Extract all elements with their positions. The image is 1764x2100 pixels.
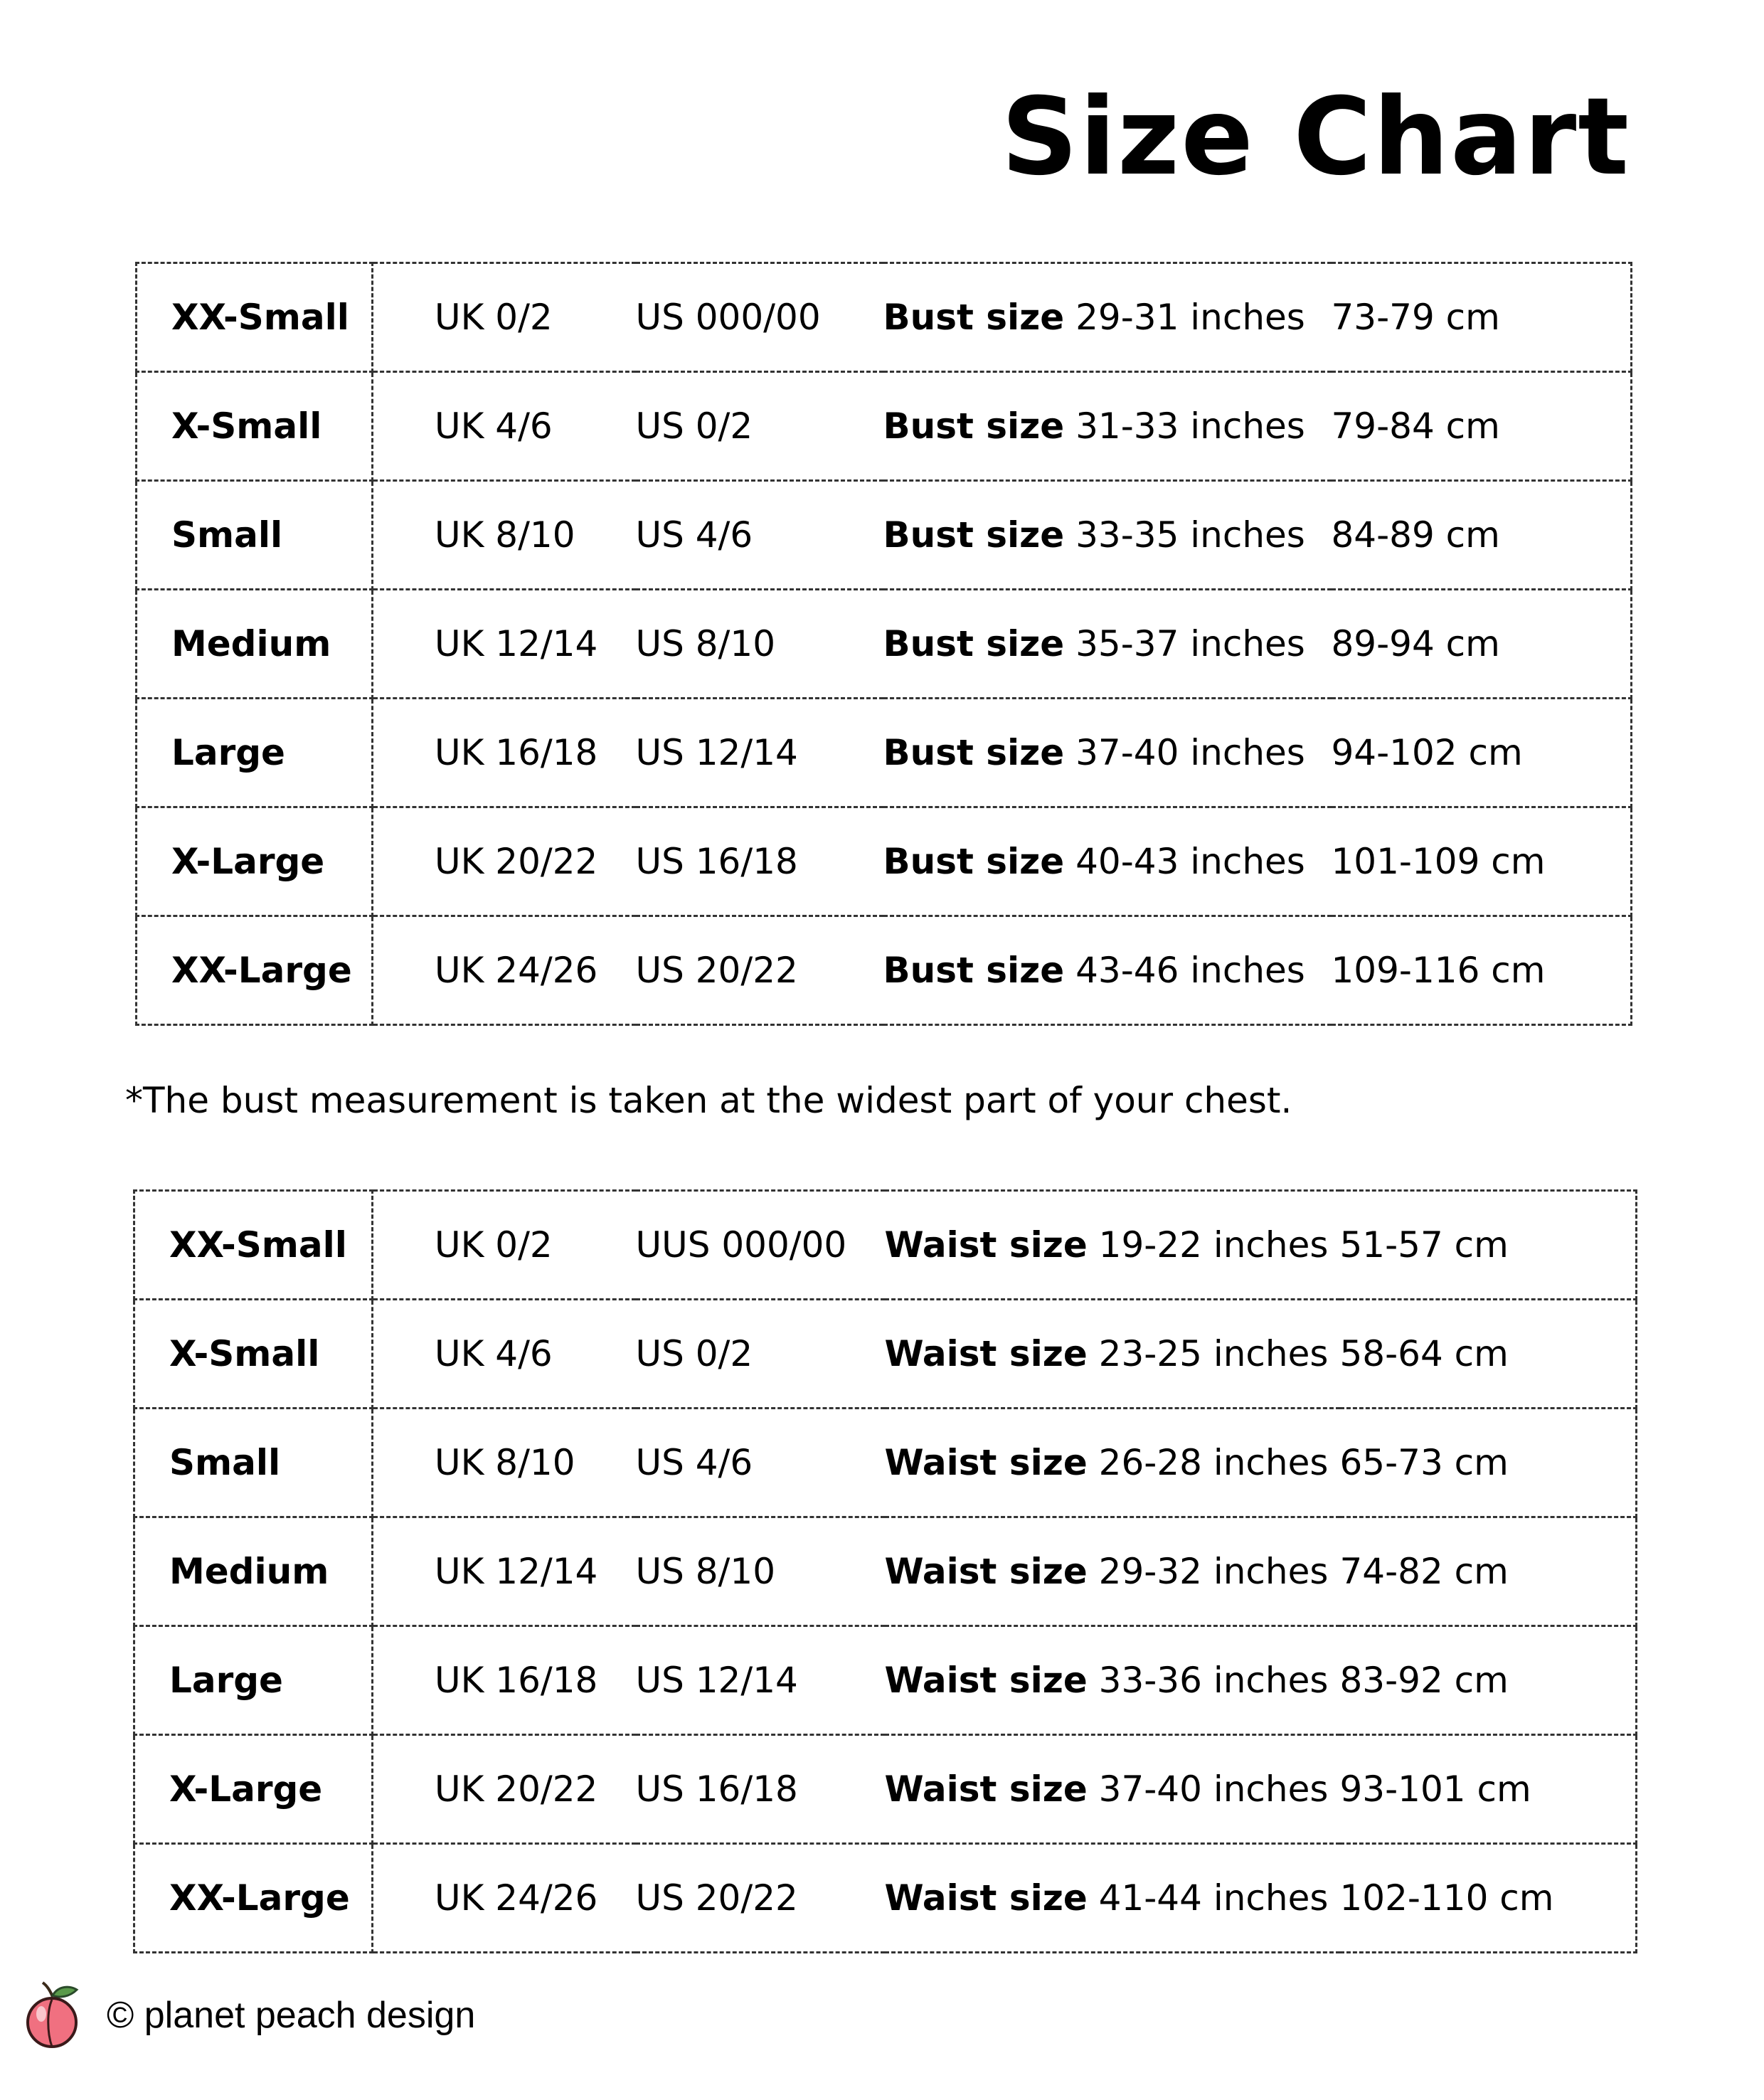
uk-size: UK 20/22 [373, 807, 636, 916]
measure-inches [885, 1517, 1340, 1626]
bust-measurement-note: *The bust measurement is taken at the widest part of your chest. [125, 1080, 1292, 1121]
us-size: US 8/10 [636, 1517, 885, 1626]
uk-size: UK 12/14 [373, 1517, 636, 1626]
us-size: US 4/6 [636, 1409, 885, 1517]
size-name: Large [137, 699, 373, 807]
size-name: Small [137, 481, 373, 590]
measure-inches [885, 1409, 1340, 1517]
measure-inches [883, 807, 1332, 916]
size-name: Medium [137, 590, 373, 699]
measure-label: Waist size [884, 1442, 1088, 1483]
measure-label: Waist size [884, 1660, 1088, 1701]
peach-icon [21, 1981, 83, 2049]
measure-cm: 94-102 cm [1332, 699, 1632, 807]
uk-size: UK 16/18 [373, 699, 636, 807]
measure-inches [883, 481, 1332, 590]
size-name: X-Large [137, 807, 373, 916]
bust-table-row [137, 372, 1632, 481]
measure-inches [883, 916, 1332, 1025]
size-name: X-Small [134, 1300, 373, 1409]
us-size: US 20/22 [636, 916, 883, 1025]
measure-cm: 79-84 cm [1332, 372, 1632, 481]
measure-inches [883, 590, 1332, 699]
measure-cm: 84-89 cm [1332, 481, 1632, 590]
measure-label: Waist size [884, 1224, 1088, 1266]
measure-inches [885, 1735, 1340, 1844]
measure-label: Bust size [883, 623, 1065, 664]
uk-size: UK 8/10 [373, 1409, 636, 1517]
measure-cm: 109-116 cm [1332, 916, 1632, 1025]
uk-size: UK 8/10 [373, 481, 636, 590]
bust-table-row [137, 481, 1632, 590]
inches-value: 43-46 inches [1075, 950, 1305, 991]
measure-inches [883, 699, 1332, 807]
waist-table-row [134, 1735, 1637, 1844]
bust-table-row [137, 807, 1632, 916]
us-size: US 000/00 [636, 263, 883, 372]
us-size: US 16/18 [636, 807, 883, 916]
waist-table-row [134, 1409, 1637, 1517]
measure-cm: 101-109 cm [1332, 807, 1632, 916]
inches-value: 41-44 inches [1098, 1877, 1329, 1919]
waist-table-row [134, 1626, 1637, 1735]
measure-label: Waist size [884, 1877, 1088, 1919]
inches-value: 23-25 inches [1098, 1333, 1329, 1374]
measure-label: Waist size [884, 1768, 1088, 1810]
measure-inches [885, 1191, 1340, 1300]
size-name: Large [134, 1626, 373, 1735]
uk-size: UK 4/6 [373, 372, 636, 481]
inches-value: 31-33 inches [1075, 405, 1305, 447]
inches-value: 33-35 inches [1075, 514, 1305, 556]
measure-label: Bust size [883, 297, 1065, 338]
waist-table-row [134, 1517, 1637, 1626]
us-size: US 12/14 [636, 1626, 885, 1735]
waist-size-table [133, 1189, 1637, 1953]
measure-cm: 58-64 cm [1340, 1300, 1637, 1409]
uk-size: UK 12/14 [373, 590, 636, 699]
uk-size: UK 24/26 [373, 1844, 636, 1953]
measure-inches [885, 1626, 1340, 1735]
measure-cm: 51-57 cm [1340, 1191, 1637, 1300]
inches-value: 35-37 inches [1075, 623, 1305, 664]
bust-table-row [137, 916, 1632, 1025]
waist-table-row [134, 1844, 1637, 1953]
measure-label: Bust size [883, 841, 1065, 882]
measure-label: Bust size [883, 514, 1065, 556]
us-size: US 0/2 [636, 372, 883, 481]
inches-value: 29-32 inches [1098, 1551, 1329, 1592]
inches-value: 19-22 inches [1098, 1224, 1329, 1266]
inches-value: 33-36 inches [1098, 1660, 1329, 1701]
measure-inches [885, 1300, 1340, 1409]
inches-value: 37-40 inches [1075, 732, 1305, 773]
measure-inches [883, 263, 1332, 372]
size-name: XX-Small [137, 263, 373, 372]
size-name: XX-Large [134, 1844, 373, 1953]
size-name: XX-Large [137, 916, 373, 1025]
us-size: US 20/22 [636, 1844, 885, 1953]
inches-value: 40-43 inches [1075, 841, 1305, 882]
uk-size: UK 20/22 [373, 1735, 636, 1844]
measure-cm: 65-73 cm [1340, 1409, 1637, 1517]
page-title: Size Chart [1001, 75, 1630, 199]
measure-label: Bust size [883, 405, 1065, 447]
uk-size: UK 0/2 [373, 263, 636, 372]
inches-value: 37-40 inches [1098, 1768, 1329, 1810]
bust-size-table [135, 262, 1632, 1026]
measure-cm: 102-110 cm [1340, 1844, 1637, 1953]
size-name: Small [134, 1409, 373, 1517]
footer [21, 1976, 475, 2054]
us-size: US 16/18 [636, 1735, 885, 1844]
inches-value: 29-31 inches [1075, 297, 1305, 338]
us-size: US 4/6 [636, 481, 883, 590]
size-name: XX-Small [134, 1191, 373, 1300]
size-name: X-Small [137, 372, 373, 481]
waist-table-row [134, 1191, 1637, 1300]
measure-inches [883, 372, 1332, 481]
uk-size: UK 4/6 [373, 1300, 636, 1409]
us-size: US 8/10 [636, 590, 883, 699]
measure-cm: 83-92 cm [1340, 1626, 1637, 1735]
measure-cm: 93-101 cm [1340, 1735, 1637, 1844]
inches-value: 26-28 inches [1098, 1442, 1329, 1483]
uk-size: UK 16/18 [373, 1626, 636, 1735]
size-name: Medium [134, 1517, 373, 1626]
size-name: X-Large [134, 1735, 373, 1844]
copyright-text: © planet peach design [107, 1995, 476, 2036]
measure-label: Waist size [884, 1551, 1088, 1592]
waist-table-row [134, 1300, 1637, 1409]
measure-label: Bust size [883, 732, 1065, 773]
measure-cm: 74-82 cm [1340, 1517, 1637, 1626]
measure-cm: 73-79 cm [1332, 263, 1632, 372]
measure-cm: 89-94 cm [1332, 590, 1632, 699]
uk-size: UK 24/26 [373, 916, 636, 1025]
bust-table-row [137, 699, 1632, 807]
measure-label: Bust size [883, 950, 1065, 991]
measure-inches [885, 1844, 1340, 1953]
uk-size: UK 0/2 [373, 1191, 636, 1300]
bust-table-row [137, 590, 1632, 699]
us-size: UUS 000/00 [636, 1191, 885, 1300]
us-size: US 12/14 [636, 699, 883, 807]
bust-table-row [137, 263, 1632, 372]
measure-label: Waist size [884, 1333, 1088, 1374]
us-size: US 0/2 [636, 1300, 885, 1409]
